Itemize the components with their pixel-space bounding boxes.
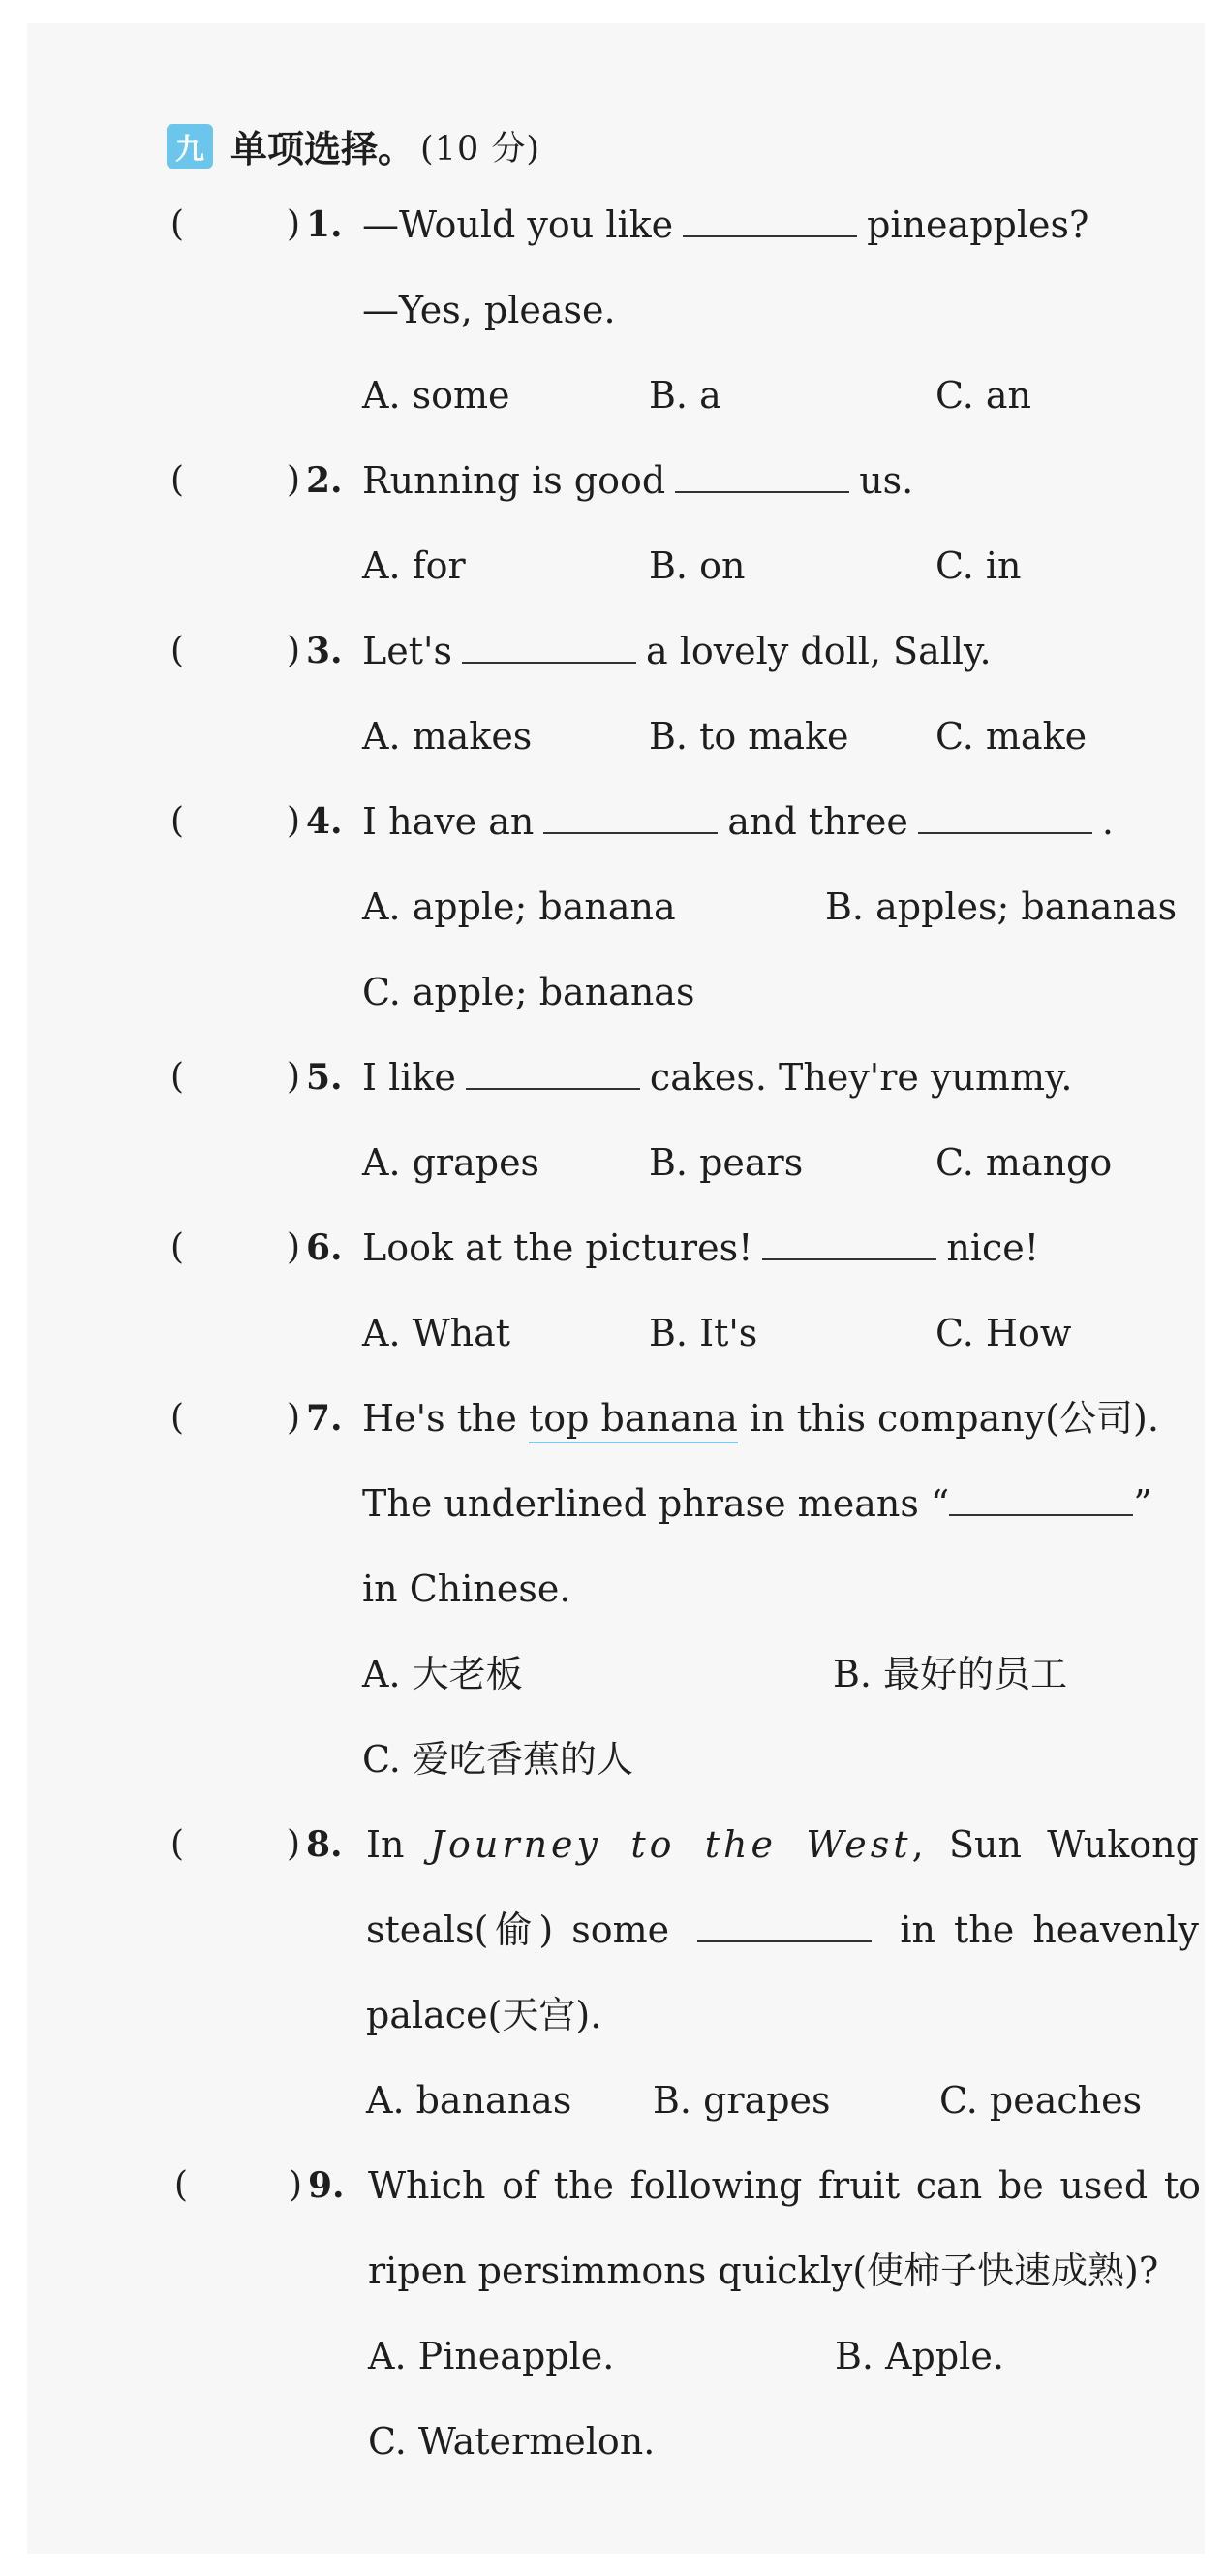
option-b[interactable]: B. pears bbox=[649, 1141, 804, 1184]
option-b[interactable]: B. to make bbox=[649, 715, 849, 758]
answer-paren-close: ) bbox=[287, 1057, 301, 1097]
option-a[interactable]: A. for bbox=[362, 544, 466, 587]
option-b[interactable]: B. apples; bananas bbox=[825, 885, 1178, 928]
option-c[interactable]: C. in bbox=[935, 544, 1022, 587]
question-number: 8. bbox=[306, 1824, 343, 1865]
answer-paren-open: ( bbox=[170, 631, 185, 670]
book-title: Journey to the West bbox=[429, 1823, 912, 1866]
question-text: Look at the pictures! nice! bbox=[362, 1226, 1040, 1269]
answer-paren-open: ( bbox=[170, 204, 185, 244]
answer-paren-close: ) bbox=[287, 1227, 301, 1267]
option-c[interactable]: C. How bbox=[935, 1312, 1072, 1354]
option-a[interactable]: A. Pineapple. bbox=[368, 2335, 615, 2377]
option-b[interactable]: B. a bbox=[649, 374, 721, 417]
answer-paren-open: ( bbox=[170, 460, 185, 500]
answer-paren-close: ) bbox=[287, 460, 301, 500]
question-text: In Journey to the West, Sun Wukong bbox=[366, 1823, 1199, 1866]
option-b[interactable]: B. 最好的员工 bbox=[833, 1653, 1068, 1695]
answer-paren-close: ) bbox=[287, 1824, 301, 1864]
question-text: He's the top banana in this company(公司). bbox=[362, 1397, 1159, 1440]
option-c[interactable]: C. apple; bananas bbox=[362, 971, 695, 1013]
option-b[interactable]: B. on bbox=[649, 544, 746, 587]
answer-paren-open: ( bbox=[170, 1057, 185, 1097]
question-text: I like cakes. They're yummy. bbox=[362, 1056, 1073, 1099]
option-b[interactable]: B. grapes bbox=[653, 2079, 831, 2122]
option-a[interactable]: A. bananas bbox=[366, 2079, 572, 2122]
question-text-line3: palace(天宫). bbox=[366, 1994, 602, 2036]
option-a[interactable]: A. apple; banana bbox=[362, 885, 676, 928]
question-number: 5. bbox=[306, 1057, 343, 1098]
answer-paren-close: ) bbox=[287, 631, 301, 670]
answer-paren-close: ) bbox=[289, 2165, 303, 2205]
answer-paren-open: ( bbox=[174, 2165, 189, 2205]
option-a[interactable]: A. grapes bbox=[362, 1141, 540, 1184]
answer-paren-open: ( bbox=[170, 1398, 185, 1438]
question-text-line2: ripen persimmons quickly(使柿子快速成熟)? bbox=[368, 2250, 1159, 2292]
question-number: 4. bbox=[306, 801, 343, 842]
section-number-badge: 九 bbox=[167, 124, 213, 169]
option-a[interactable]: A. makes bbox=[362, 715, 533, 758]
option-b[interactable]: B. Apple. bbox=[835, 2335, 1004, 2377]
question-number: 1. bbox=[306, 204, 343, 245]
answer-blank[interactable] bbox=[462, 633, 636, 664]
option-a[interactable]: A. some bbox=[362, 374, 510, 417]
question-number: 3. bbox=[306, 631, 343, 671]
question-text: Running is good us. bbox=[362, 459, 914, 502]
section-score: (10 分) bbox=[420, 129, 540, 169]
answer-blank[interactable] bbox=[683, 206, 857, 237]
question-text-line2: —Yes, please. bbox=[362, 289, 616, 331]
option-b[interactable]: B. It's bbox=[649, 1312, 758, 1354]
answer-paren-close: ) bbox=[287, 1398, 301, 1438]
question-text-line2: steals(偷) some in the heavenly bbox=[366, 1909, 1199, 1951]
option-c[interactable]: C. make bbox=[935, 715, 1088, 758]
answer-blank-1[interactable] bbox=[543, 803, 718, 834]
answer-paren-open: ( bbox=[170, 801, 185, 841]
answer-blank[interactable] bbox=[466, 1059, 640, 1090]
answer-blank[interactable] bbox=[675, 462, 849, 493]
question-number: 2. bbox=[306, 460, 343, 501]
question-text-line3: in Chinese. bbox=[362, 1567, 571, 1610]
question-text: Let's a lovely doll, Sally. bbox=[362, 630, 992, 672]
answer-paren-close: ) bbox=[287, 801, 301, 841]
option-c[interactable]: C. 爱吃香蕉的人 bbox=[362, 1738, 633, 1781]
section-title: 单项选择。 bbox=[230, 128, 415, 171]
option-c[interactable]: C. mango bbox=[935, 1141, 1113, 1184]
option-a[interactable]: A. 大老板 bbox=[362, 1653, 523, 1695]
answer-blank[interactable] bbox=[762, 1229, 936, 1260]
question-number: 9. bbox=[308, 2165, 345, 2206]
section-header bbox=[167, 119, 540, 172]
question-text: —Would you like pineapples? bbox=[362, 203, 1089, 246]
option-a[interactable]: A. What bbox=[362, 1312, 511, 1354]
answer-blank[interactable] bbox=[949, 1485, 1133, 1516]
option-c[interactable]: C. Watermelon. bbox=[368, 2420, 656, 2463]
option-c[interactable]: C. peaches bbox=[939, 2079, 1143, 2122]
answer-paren-open: ( bbox=[170, 1227, 185, 1267]
answer-blank[interactable] bbox=[697, 1911, 872, 1942]
question-number: 6. bbox=[306, 1227, 343, 1268]
underlined-phrase: top banana bbox=[529, 1397, 738, 1443]
answer-blank-2[interactable] bbox=[918, 803, 1092, 834]
answer-paren-close: ) bbox=[287, 204, 301, 244]
answer-paren-open: ( bbox=[170, 1824, 185, 1864]
question-text: I have an and three . bbox=[362, 800, 1114, 843]
question-number: 7. bbox=[306, 1398, 343, 1439]
question-text-line2: The underlined phrase means “ ” bbox=[362, 1482, 1152, 1525]
question-text: Which of the following fruit can be used to bbox=[368, 2164, 1201, 2207]
option-c[interactable]: C. an bbox=[935, 374, 1032, 417]
